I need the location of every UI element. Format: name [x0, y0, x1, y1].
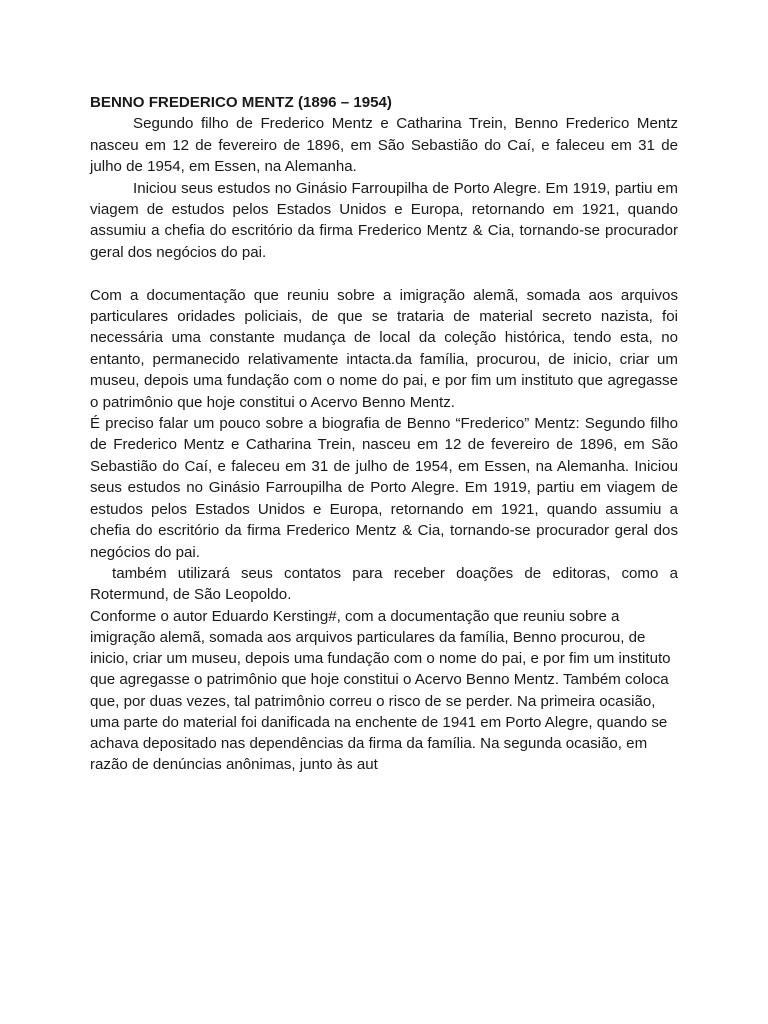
paragraph-6: Conforme o autor Eduardo Kersting#, com a documentação que reuniu sobre a imigração alemã, somada aos arquivos particulares da família, Benno procurou, de inicio, criar um museu, depois uma fundação com o nome do pai, e por fim um instituto que agregasse o patrimônio que hoje constitui o Acervo Benno Mentz. Também coloca que, por duas vezes, tal patrimônio correu o risco de se perder. Na primeira ocasião, uma parte do material foi danificada na enchente de 1941 em Porto Alegre, quando se achava depositado nas dependências da firma da família. Na segunda ocasião, em razão de denúncias anônimas, junto às aut [90, 607, 671, 774]
blank-line [90, 263, 678, 284]
paragraph-1: Segundo filho de Frederico Mentz e Catharina Trein, Benno Frederico Mentz nasceu em 12 de fevereiro de 1896, em São Sebastião do Caí, e faleceu em 31 de julho de 1954, em Essen, na Alemanha. [90, 115, 678, 176]
paragraph-4: É preciso falar um pouco sobre a biografia de Benno “Frederico” Mentz: Segundo filho de Frederico Mentz e Catharina Trein, nasceu em 12 de fevereiro de 1896, em São Sebastião do Caí, e faleceu em 31 de julho de 1954, em Essen, na Alemanha. Iniciou seus estudos no Ginásio Farroupilha de Porto Alegre. Em 1919, partiu em viagem de estudos pelos Estados Unidos e Europa, retornando em 1921, quando assumiu a chefia do escritório da firma Frederico Mentz & Cia, tornando-se procurador geral dos negócios do pai. [90, 415, 678, 561]
document-body [90, 92, 678, 775]
paragraph-3: Com a documentação que reuniu sobre a imigração alemã, somada aos arquivos particulares oridades policiais, de que se trataria de material secreto nazista, foi necessária uma constante mudança de local da coleção histórica, tendo esta, no entanto, permanecido relativamente intacta.da família, procurou, de inicio, criar um museu, depois uma fundação com o nome do pai, e por fim um instituto que agregasse o patrimônio que hoje constitui o Acervo Benno Mentz. [90, 286, 678, 411]
paragraph-2: Iniciou seus estudos no Ginásio Farroupilha de Porto Alegre. Em 1919, partiu em viagem de estudos pelos Estados Unidos e Europa, retornando em 1921, quando assumiu a chefia do escritório da firma Frederico Mentz & Cia, tornando-se procurador geral dos negócios do pai. [90, 179, 678, 261]
paragraph-5: também utilizará seus contatos para receber doações de editoras, como a Rotermund, de São Leopoldo. [90, 564, 678, 604]
document-title: BENNO FREDERICO MENTZ (1896 – 1954) [90, 94, 392, 111]
